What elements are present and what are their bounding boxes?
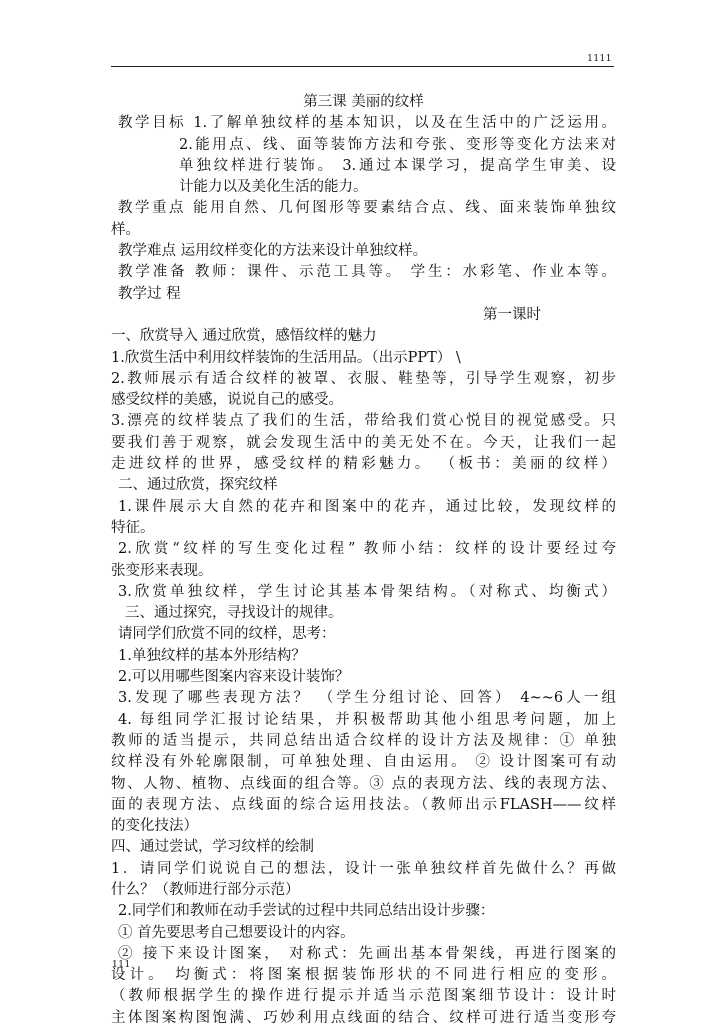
text-line: 特征。 <box>111 519 155 536</box>
body-lines <box>111 113 616 1029</box>
text-line: 三、通过探究，寻找设计的规律。 <box>125 605 343 622</box>
text-line: 3.发现了哪些表现方法？ （学生分组讨论、回答） 4~~6人一组 <box>118 690 616 707</box>
text-line: 3.漂亮的纹样装点了我们的生活，带给我们赏心悦目的视觉感受。只 <box>111 413 616 430</box>
text-line: ② 接下来设计图案， 对称式：先画出基本骨架线，再进行图案的 <box>118 945 616 962</box>
text-line: 教学过 程 <box>118 285 181 302</box>
text-line: 要我们善于观察，就会发现生活中的美无处不在。今天，让我们一起 <box>111 434 616 451</box>
header-page-number: 1111 <box>587 54 612 64</box>
text-line: 教师的适当提示，共同总结出适合纹样的设计方法及规律：① 单独 <box>111 732 616 749</box>
text-line: 面的表现方法、点线面的综合运用技法。（教师出示FLASH——纹样 <box>111 796 616 813</box>
document-body <box>111 92 616 1029</box>
footer-page-number: 111 <box>112 960 131 970</box>
text-line: 2.能用点、线、面等装饰方法和夸张、变形等变化方法来对 <box>179 136 616 153</box>
text-line: ① 首先要思考自己想要设计的内容。 <box>118 924 355 941</box>
text-line: 纹样没有外轮廓限制，可单独处理、自由运用。 ② 设计图案可有动 <box>111 754 616 771</box>
text-line: 张变形来表现。 <box>111 562 213 579</box>
text-line: 走进纹样的世界，感受纹样的精彩魅力。 （板书：美丽的纹样） <box>111 456 616 473</box>
text-line: 教学准备 教师：课件、示范工具等。 学生：水彩笔、作业本等。 <box>118 264 616 281</box>
text-line: 1．请同学们说说自己的想法，设计一张单独纹样首先做什么？再做 <box>111 860 616 877</box>
text-line: 2.教师展示有适合纹样的被罩、衣服、鞋垫等，引导学生观察，初步 <box>111 370 616 387</box>
text-line: 教学重点 能用自然、几何图形等要素结合点、线、面来装饰单独纹 <box>118 200 616 217</box>
text-line: 1.欣赏生活中利用纹样装饰的生活用品。（出示PPT） \ <box>111 349 461 366</box>
text-line: 什么？（教师进行部分示范） <box>111 881 300 898</box>
text-line: 4. 每组同学汇报讨论结果，并积极帮助其他小组思考问题，加上 <box>118 711 616 728</box>
text-line: 的变化技法） <box>111 818 198 835</box>
text-line: 2.欣赏“纹样的写生变化过程” 教师小结：纹样的设计要经过夸 <box>118 541 616 558</box>
text-line: 单独纹样进行装饰。 3.通过本课学习，提高学生审美、设 <box>179 157 616 174</box>
text-line: 3.欣赏单独纹样，学生讨论其基本骨架结构。（对称式、均衡式） <box>118 583 616 600</box>
lesson-title: 第三课 美丽的纹样 <box>303 94 424 110</box>
text-line: 二、通过欣赏，探究纹样 <box>118 477 278 494</box>
text-line: 样。 <box>111 221 140 238</box>
text-line: 四、通过尝试，学习纹样的绘制 <box>111 839 314 856</box>
text-line: 2.可以用哪些图案内容来设计装饰？ <box>118 669 350 686</box>
text-line: 感受纹样的美感，说说自己的感受。 <box>111 392 343 409</box>
text-line: 教学目标 1.了解单独纹样的基本知识，以及在生活中的广泛运用。 <box>118 115 616 132</box>
text-line: 1.课件展示大自然的花卉和图案中的花卉，通过比较，发现纹样的 <box>118 498 616 515</box>
text-line: （教师根据学生的操作进行提示并适当示范图案细节设计：设计时 <box>111 988 616 1005</box>
text-line: 教学难点 运用纹样变化的方法来设计单独纹样。 <box>118 243 428 260</box>
text-line: 主体图案构图饱满、巧妙利用点线面的结合、纹样可进行适当变形夸 <box>111 1009 616 1026</box>
header-divider <box>111 66 614 67</box>
text-line: 1.单独纹样的基本外形结构？ <box>118 647 306 664</box>
text-line: 物、人物、植物、点线面的组合等。③ 点的表现方法、线的表现方法、 <box>111 775 616 792</box>
text-line: 设计。 均衡式：将图案根据装饰形状的不同进行相应的变形。 <box>111 967 616 984</box>
text-line: 请同学们欣赏不同的纹样，思考： <box>118 626 336 643</box>
text-line: 计能力以及美化生活的能力。 <box>179 179 368 196</box>
text-line: 一、欣赏导入 通过欣赏，感悟纹样的魅力 <box>111 328 377 345</box>
text-line: 2.同学们和教师在动手尝试的过程中共同总结出设计步骤： <box>118 903 495 920</box>
text-line: 第一课时 <box>483 306 541 323</box>
